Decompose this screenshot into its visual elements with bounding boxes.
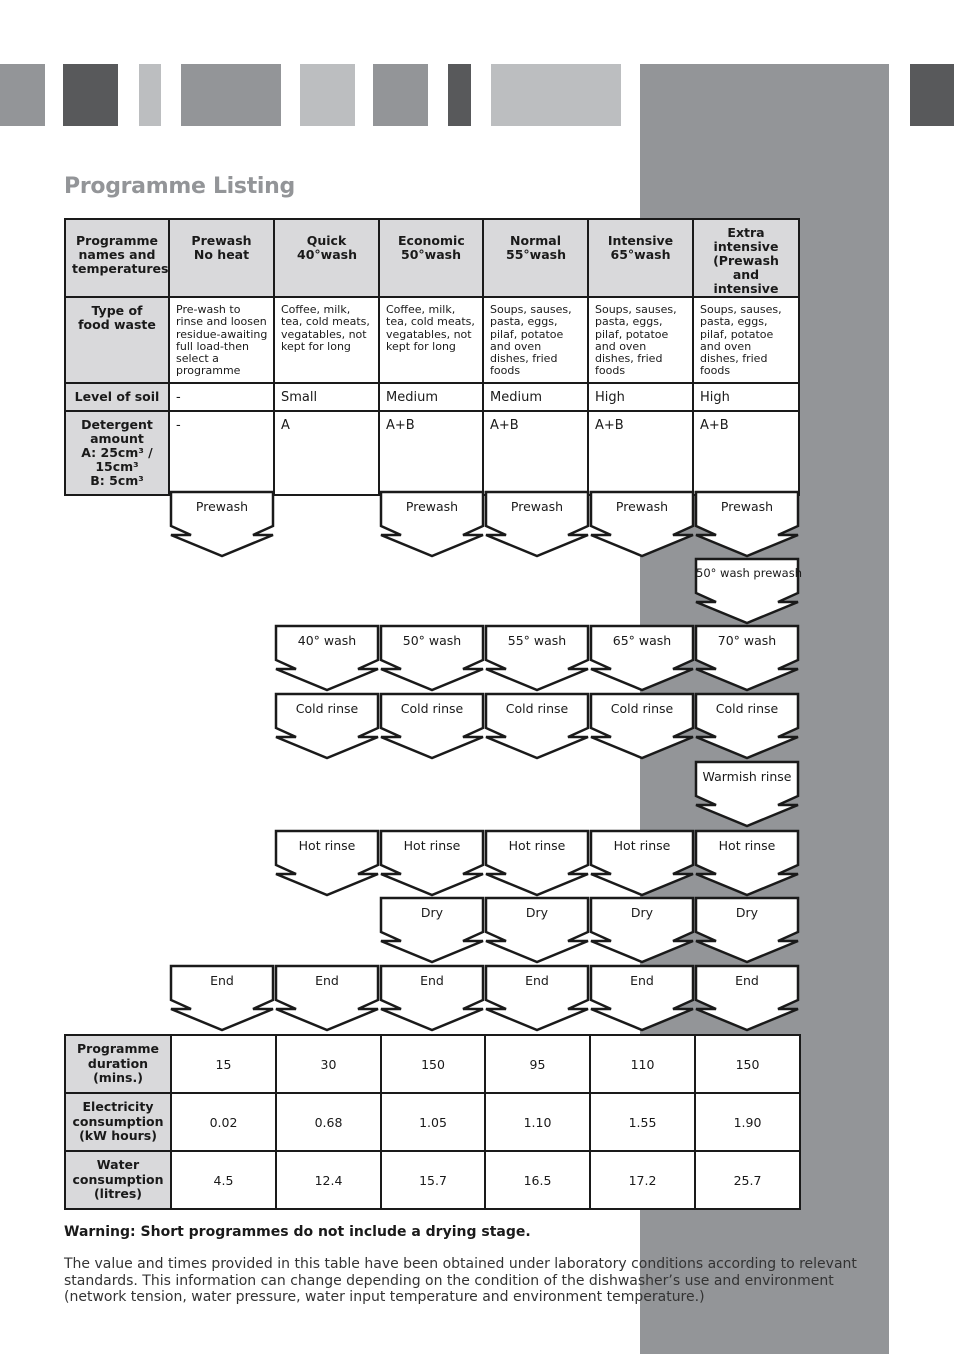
detergent-cell: A+B [379,411,483,495]
food-cell: Soups, sauses, pasta, eggs, pilaf, potatoe and oven dishes, fried foods [588,297,693,383]
soil-cell: Medium [379,383,483,411]
detergent-cell: A+B [588,411,693,495]
programme-table [64,218,800,496]
step-arrow [694,557,803,625]
disclaimer-text: The value and times provided in this table have been obtained under laboratory conditions according to relevant standards. This information can change depending on the condition of the dishwasher’s use and environment (network tension, water pressure, water input temperature and environment temperature.) [64,1256,857,1305]
step-arrow [274,964,380,1032]
electricity-cell: 1.90 [695,1093,800,1151]
step-label: Dry [525,905,549,920]
step-arrow [379,829,485,897]
step-arrow [484,896,590,964]
electricity-row-label: Electricity consumption (kW hours) [65,1093,171,1151]
programme-header: Normal 55°wash [483,219,588,297]
step-label: Prewash [615,499,669,514]
step-label: Hot rinse [718,838,776,853]
soil-row-label: Level of soil [65,383,169,411]
step-label: 55° wash [507,633,567,648]
electricity-cell: 0.02 [171,1093,276,1151]
detergent-label-line: B: 5cm³ [90,473,144,488]
header-bar [491,64,621,126]
programme-header: Economic 50°wash [379,219,483,297]
page-title: Programme Listing [64,174,295,199]
detergent-cell: - [169,411,274,495]
step-label: Prewash [405,499,459,514]
step-label: 50° wash prewash [696,566,803,580]
step-arrow [484,964,590,1032]
step-label: Hot rinse [298,838,356,853]
step-label: Prewash [510,499,564,514]
step-arrow [694,692,800,760]
electricity-cell: 1.05 [381,1093,485,1151]
step-label: Cold rinse [715,701,779,716]
step-label: Dry [735,905,759,920]
header-bar [0,64,45,126]
detergent-cell: A [274,411,379,495]
step-arrow [589,896,695,964]
step-label: 70° wash [717,633,777,648]
step-arrow [694,624,800,692]
header-bar [910,64,954,126]
step-arrow [484,624,590,692]
detergent-label-line: Detergent [81,417,153,432]
step-arrow [694,964,800,1032]
electricity-cell: 1.55 [590,1093,695,1151]
step-label: Prewash [195,499,249,514]
step-arrow [589,490,695,558]
step-label: End [420,973,444,988]
step-label: Cold rinse [610,701,674,716]
food-cell: Soups, sauses, pasta, eggs, pilaf, potatoe and oven dishes, fried foods [483,297,588,383]
step-label: Warmish rinse [702,769,792,784]
header-bar [139,64,161,126]
step-arrow [274,829,380,897]
step-arrow [274,624,380,692]
detergent-label-line: amount [90,431,144,446]
detergent-cell: A+B [693,411,799,495]
step-arrow [694,829,800,897]
step-arrow [589,624,695,692]
corner-header: Programme names and temperatures [65,219,169,297]
step-label: 50° wash [402,633,462,648]
step-arrow [694,896,800,964]
duration-row-label: Programme duration (mins.) [65,1035,171,1093]
step-label: End [315,973,339,988]
duration-cell: 110 [590,1035,695,1093]
duration-cell: 150 [381,1035,485,1093]
header-bar [373,64,428,126]
step-label: End [630,973,654,988]
food-cell: Coffee, milk, tea, cold meats, vegatables, not kept for long [274,297,379,383]
step-arrow [379,692,485,760]
step-arrow [379,964,485,1032]
step-arrow [589,692,695,760]
water-cell: 15.7 [381,1151,485,1209]
step-label: Dry [420,905,444,920]
soil-cell: Medium [483,383,588,411]
step-arrow [379,624,485,692]
header-bar [63,64,118,126]
step-arrow [484,692,590,760]
detergent-row-label [65,411,169,495]
food-cell: Soups, sauses, pasta, eggs, pilaf, potatoe and oven dishes, fried foods [693,297,799,383]
step-label: End [735,973,759,988]
step-label: Hot rinse [613,838,671,853]
step-label: Hot rinse [508,838,566,853]
step-arrow [169,964,275,1032]
food-row-label: Type of food waste [65,297,169,383]
step-label: 40° wash [297,633,357,648]
water-cell: 12.4 [276,1151,381,1209]
step-label: Cold rinse [295,701,359,716]
detergent-label-line: A: 25cm³ / [81,445,153,460]
step-arrow [274,692,380,760]
water-row-label: Water consumption (litres) [65,1151,171,1209]
warning-text: Warning: Short programmes do not include a drying stage. [64,1224,531,1240]
step-label: 65° wash [612,633,672,648]
soil-cell: - [169,383,274,411]
step-label: End [525,973,549,988]
step-label: Cold rinse [505,701,569,716]
programme-header: Quick 40°wash [274,219,379,297]
duration-cell: 150 [695,1035,800,1093]
detergent-cell: A+B [483,411,588,495]
step-label: Prewash [720,499,774,514]
soil-cell: Small [274,383,379,411]
duration-cell: 95 [485,1035,590,1093]
water-cell: 16.5 [485,1151,590,1209]
step-arrow [694,760,800,828]
step-arrow [589,964,695,1032]
water-cell: 17.2 [590,1151,695,1209]
step-label: Cold rinse [400,701,464,716]
step-arrow [589,829,695,897]
electricity-cell: 1.10 [485,1093,590,1151]
duration-cell: 30 [276,1035,381,1093]
header-bar [448,64,471,126]
header-bar [181,64,281,126]
soil-cell: High [693,383,799,411]
programme-header: Extra intensive (Prewash and intensive [693,219,799,297]
programme-header: Prewash No heat [169,219,274,297]
food-cell: Coffee, milk, tea, cold meats, vegatables, not kept for long [379,297,483,383]
step-label: End [210,973,234,988]
food-cell: Pre-wash to rinse and loosen residue-awaiting full load-then select a programme [169,297,274,383]
programme-header: Intensive 65°wash [588,219,693,297]
step-label: Dry [630,905,654,920]
step-arrow [694,490,800,558]
step-arrow [484,829,590,897]
step-arrow [484,490,590,558]
water-cell: 25.7 [695,1151,800,1209]
header-bar [300,64,355,126]
step-arrow [169,490,275,558]
duration-cell: 15 [171,1035,276,1093]
detergent-label-line: 15cm³ [95,459,139,474]
water-cell: 4.5 [171,1151,276,1209]
stats-table [64,1034,801,1210]
step-arrow [379,896,485,964]
soil-cell: High [588,383,693,411]
electricity-cell: 0.68 [276,1093,381,1151]
step-label: Hot rinse [403,838,461,853]
step-arrow [379,490,485,558]
